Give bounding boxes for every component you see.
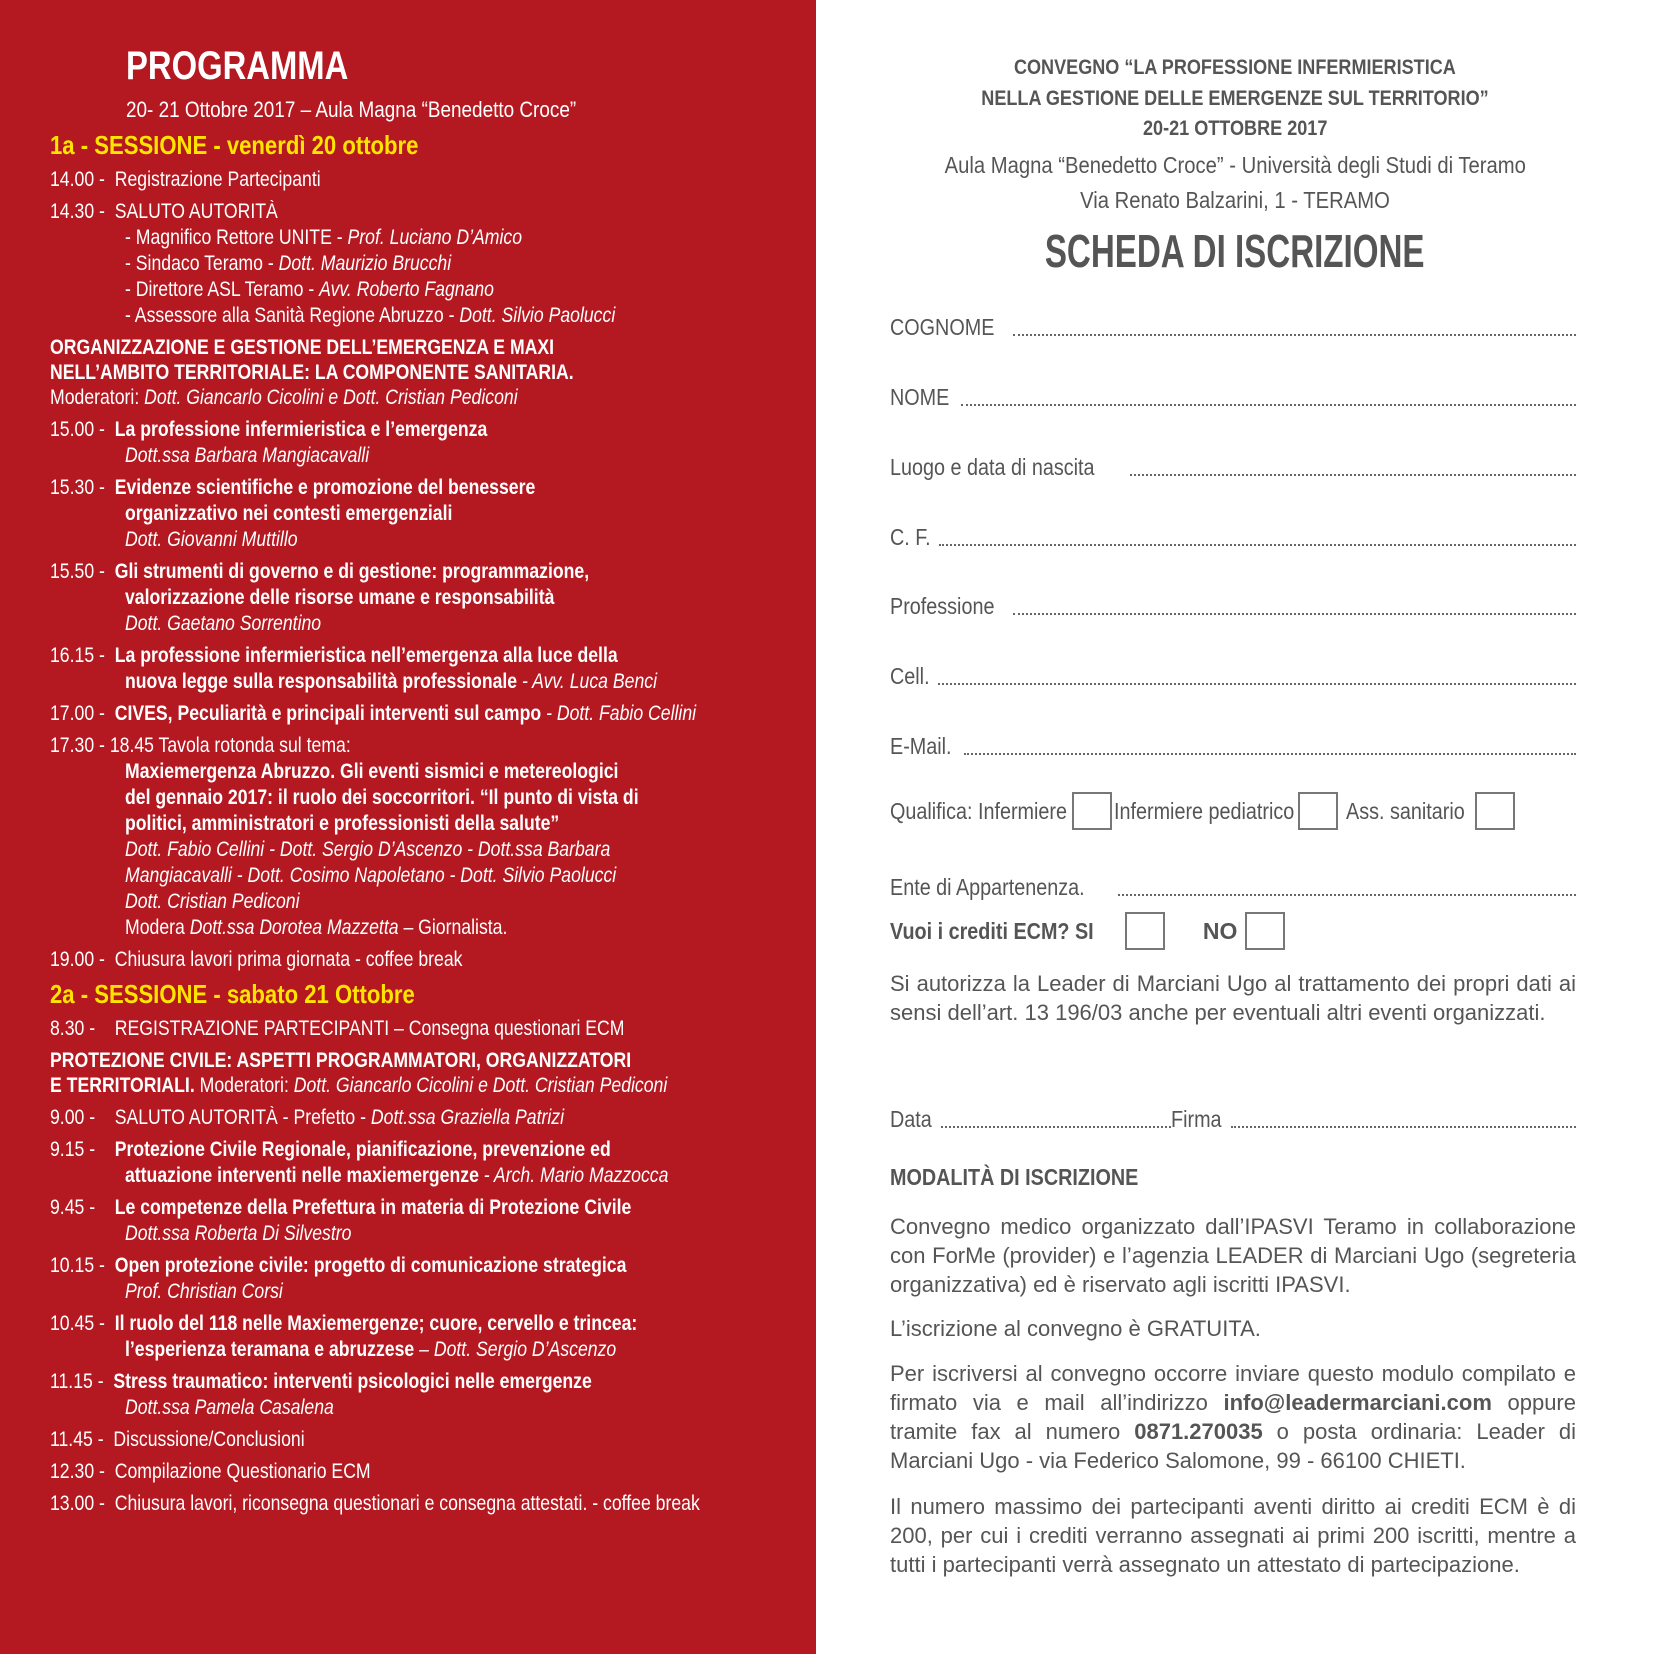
- program-item: 15.00 - La professione infermieristica e l’emergenza Dott.ssa Barbara Mangiacavalli: [50, 418, 488, 467]
- infermiere-checkbox[interactable]: [1072, 792, 1112, 830]
- program-item: 16.15 - La professione infermieristica nell’emergenza alla luce della nuova legge sulla responsabilità professionale - Avv. Luca Benci: [50, 644, 658, 693]
- session-1-title: 1a - SESSIONE - venerdì 20 ottobre: [50, 130, 419, 160]
- program-item: 9.15 - Protezione Civile Regionale, pianificazione, prevenzione ed attuazione interventi nelle maxiemergenze - Arch. Mario Mazzocca: [50, 1138, 669, 1187]
- section-heading: ORGANIZZAZIONE E GESTIONE DELL’EMERGENZA E MAXI NELL’AMBITO TERRITORIALE: LA COMPONENTE SANITARIA. Moderatori: Dott. Giancarlo Cicolini e Dott. Cristian Pediconi: [50, 336, 574, 409]
- program-item: 11.15 - Stress traumatico: interventi psicologici nelle emergenze Dott.ssa Pamela Casalena: [50, 1370, 592, 1419]
- program-item: 10.15 - Open protezione civile: progetto di comunicazione strategica Prof. Christian Corsi: [50, 1254, 627, 1303]
- qualification-row: [890, 792, 1517, 830]
- info-paragraph-2: L’iscrizione al convegno è GRATUITA.: [890, 1316, 1261, 1341]
- birth-field[interactable]: Luogo e data di nascita: [890, 454, 1576, 481]
- pediatric-checkbox[interactable]: [1298, 792, 1338, 830]
- modalita-title: MODALITÀ DI ISCRIZIONE: [890, 1164, 1139, 1190]
- program-item: 13.00 - Chiusura lavori, riconsegna questionari e consegna attestati. - coffee break: [50, 1492, 700, 1515]
- program-item: 9.00 - SALUTO AUTORITÀ - Prefetto - Dott.ssa Graziella Patrizi: [50, 1106, 565, 1129]
- registration-panel: [816, 0, 1654, 1654]
- ecm-yes-checkbox[interactable]: [1125, 912, 1165, 950]
- venue-line-2: Via Renato Balzarini, 1 - TERAMO: [1080, 187, 1390, 213]
- ecm-question: [890, 912, 1287, 950]
- program-item: 8.30 - REGISTRAZIONE PARTECIPANTI – Consegna questionari ECM: [50, 1017, 625, 1040]
- ecm-no-checkbox[interactable]: [1245, 912, 1285, 950]
- program-item: 19.00 - Chiusura lavori prima giornata - coffee break: [50, 948, 463, 971]
- assistant-checkbox[interactable]: [1475, 792, 1515, 830]
- assistant-label: Ass. sanitario: [1346, 797, 1466, 824]
- program-item: 14.00 - Registrazione Partecipanti: [50, 168, 321, 191]
- program-item: 14.30 - SALUTO AUTORITÀ - Magnifico Rettore UNITE - Prof. Luciano D’Amico - Sindaco Teramo - Dott. Maurizio Brucchi - Direttore ASL Teramo - Avv. Roberto Fagnano - Assessore alla Sanità Regione Abruzzo - Dott. Silvio Paolucci: [50, 200, 616, 327]
- program-content: [50, 130, 810, 1517]
- pediatric-label: Infermiere pediatrico: [1113, 797, 1295, 824]
- ecm-no-label: NO: [1202, 917, 1238, 944]
- conference-dates: 20-21 OTTOBRE 2017: [1142, 117, 1328, 140]
- program-item: 17.30 - 18.45 Tavola rotonda sul tema: Maxiemergenza Abruzzo. Gli eventi sismici e metereologici del gennaio 2017: il ruolo dei soccorritori. “Il punto di vista di politici, amministratori e professionisti della salute” Dott. Fabio Cellini - Dott. Sergio D’Ascenzo - Dott.ssa Barbara Mangiacavalli - Dott. Cosimo Napoletano - Dott. Silvio Paolucci Dott. Cristian Pediconi Modera Dott.ssa Dorotea Mazzetta – Giornalista.: [50, 734, 639, 939]
- ente-field[interactable]: Ente di Appartenenza.: [890, 874, 1576, 901]
- program-item: 11.45 - Discussione/Conclusioni: [50, 1428, 305, 1451]
- signature-label: Firma: [1170, 1106, 1222, 1132]
- contact-email[interactable]: info@leadermarciani.com: [1223, 1390, 1492, 1415]
- conference-title-line-1: CONVEGNO “LA PROFESSIONE INFERMIERISTICA: [1014, 56, 1456, 79]
- program-item: 12.30 - Compilazione Questionario ECM: [50, 1460, 371, 1483]
- info-paragraph-4: Il numero massimo dei partecipanti aventi diritto ai crediti ECM è di 200, per cui i crediti verranno assegnati ai primi 200 iscritti, mentre a tutti i partecipanti verrà assegnato un attestato di partecipazione.: [890, 1494, 1576, 1577]
- cell-field[interactable]: Cell.: [890, 663, 1576, 690]
- program-subtitle: 20- 21 Ottobre 2017 – Aula Magna “Benedetto Croce”: [126, 97, 577, 122]
- nome-field[interactable]: NOME: [890, 384, 1576, 411]
- section-heading: PROTEZIONE CIVILE: ASPETTI PROGRAMMATORI, ORGANIZZATORI E TERRITORIALI. Moderatori: Dott. Giancarlo Cicolini e Dott. Cristian Pediconi: [50, 1049, 668, 1097]
- form-title: SCHEDA DI ISCRIZIONE: [1045, 225, 1425, 277]
- cognome-field[interactable]: COGNOME: [890, 314, 1576, 341]
- ecm-label: Vuoi i crediti ECM? SI: [890, 917, 1094, 944]
- program-panel: [0, 0, 816, 1654]
- privacy-authorization: Si autorizza la Leader di Marciani Ugo al trattamento dei propri dati ai sensi dell’art. 13 196/03 anche per eventuali altri eventi organizzati.: [890, 971, 1576, 1025]
- program-item: 15.50 - Gli strumenti di governo e di gestione: programmazione, valorizzazione delle risorse umane e responsabilità Dott. Gaetano Sorrentino: [50, 560, 590, 635]
- conference-title-line-2: NELLA GESTIONE DELLE EMERGENZE SUL TERRITORIO”: [981, 87, 1489, 110]
- program-item: 17.00 - CIVES, Peculiarità e principali interventi sul campo - Dott. Fabio Cellini: [50, 702, 697, 725]
- qualification-label: Qualifica: Infermiere: [890, 797, 1067, 824]
- email-field[interactable]: E-Mail.: [890, 733, 1576, 760]
- info-paragraph-3: Per iscriversi al convegno occorre inviare questo modulo compilato e firmato via e mail all’indirizzo info@leadermarciani.com oppure tramite fax al numero 0871.270035 o posta ordinaria: Leader di Marciani Ugo - via Federico Salomone, 99 - 66100 CHIETI.: [890, 1361, 1577, 1473]
- info-paragraph-1: Convegno medico organizzato dall’IPASVI Teramo in collaborazione con ForMe (provider) e l’agenzia LEADER di Marciani Ugo (segreteria organizzativa) ed è riservato agli iscritti IPASVI.: [890, 1214, 1576, 1297]
- program-item: 10.45 - Il ruolo del 118 nelle Maxiemergenze; cuore, cervello e trincea: l’esperienza teramana e abruzzese – Dott. Sergio D’Ascenzo: [50, 1312, 638, 1361]
- fax-number: 0871.270035: [1134, 1419, 1263, 1444]
- date-signature-row[interactable]: [890, 1106, 1576, 1133]
- program-item: 9.45 - Le competenze della Prefettura in materia di Protezione Civile Dott.ssa Roberta Di Silvestro: [50, 1196, 632, 1245]
- program-item: 15.30 - Evidenze scientifiche e promozione del benessere organizzativo nei contesti emergenziali Dott. Giovanni Muttillo: [50, 476, 536, 551]
- venue-line-1: Aula Magna “Benedetto Croce” - Università degli Studi di Teramo: [944, 152, 1526, 178]
- session-2-title: 2a - SESSIONE - sabato 21 Ottobre: [50, 979, 415, 1009]
- program-title: PROGRAMMA: [126, 44, 349, 88]
- cf-field[interactable]: C. F.: [890, 524, 1576, 551]
- profession-field[interactable]: Professione: [890, 593, 1576, 620]
- date-label: Data: [890, 1106, 932, 1132]
